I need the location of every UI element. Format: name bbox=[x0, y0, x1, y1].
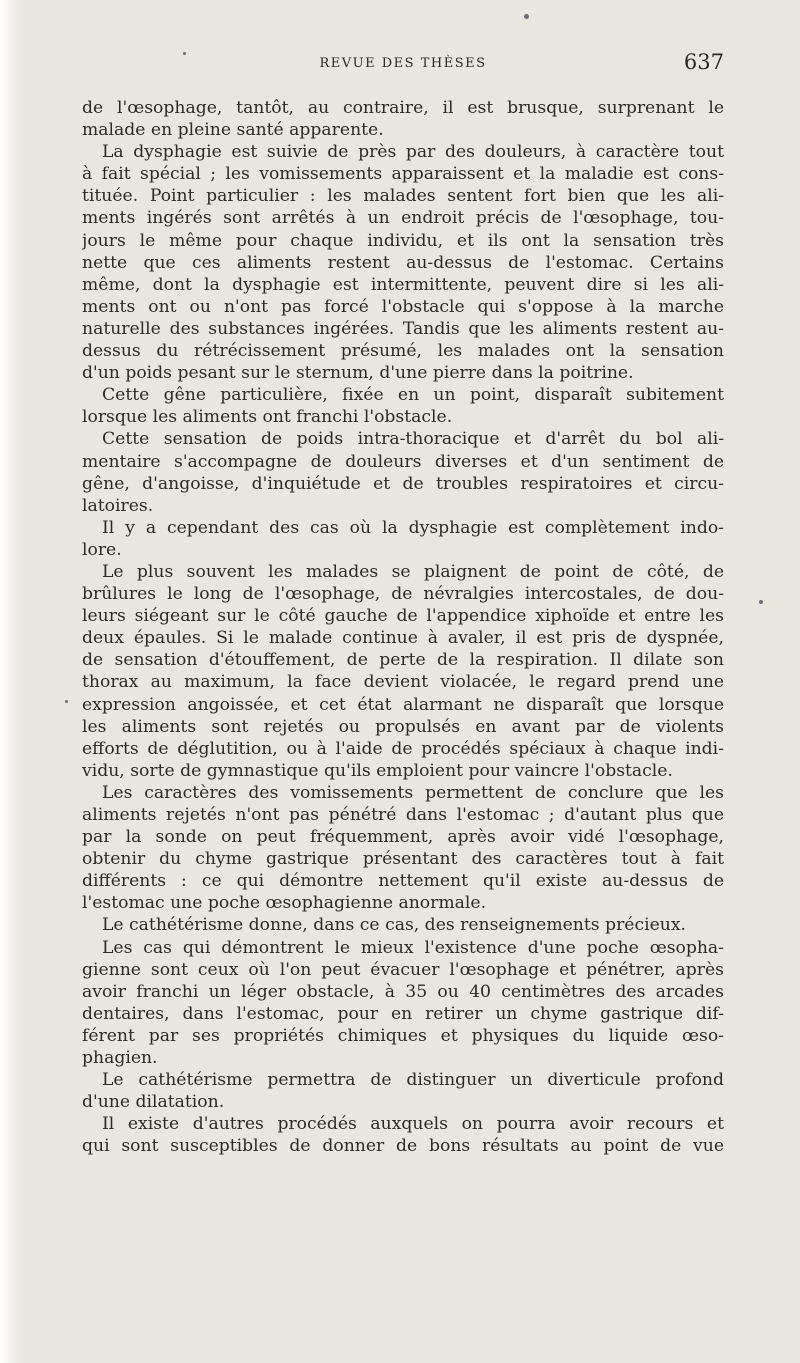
text-line: d'une dilatation. bbox=[82, 1092, 225, 1113]
text-line: jours le même pour chaque individu, et ils ont la sensation très bbox=[82, 230, 724, 251]
text-line: deux épaules. Si le malade continue à avaler, il est pris de dyspnée, bbox=[82, 628, 724, 649]
text-line: malade en pleine santé apparente. bbox=[82, 120, 384, 141]
text-line: à fait spécial ; les vomissements apparaissent et la maladie est cons- bbox=[82, 164, 724, 185]
running-title: REVUE DES THÈSES bbox=[319, 56, 487, 71]
text-line: dessus du rétrécissement présumé, les malades ont la sensation bbox=[82, 341, 724, 362]
page-binding-edge bbox=[0, 0, 22, 1363]
text-line: qui sont susceptibles de donner de bons résultats au point de vue bbox=[82, 1136, 724, 1157]
text-line: différents : ce qui démontre nettement qu'il existe au-dessus de bbox=[82, 871, 724, 892]
text-line: Le plus souvent les malades se plaignent de point de côté, de bbox=[102, 561, 724, 582]
text-line: les aliments sont rejetés ou propulsés en avant par de violents bbox=[82, 716, 724, 737]
text-line: même, dont la dysphagie est intermittente, peuvent dire si les ali- bbox=[82, 274, 724, 295]
text-line: ments ont ou n'ont pas forcé l'obstacle qui s'oppose à la marche bbox=[82, 296, 724, 317]
text-line: brûlures le long de l'œsophage, de névralgies intercostales, de dou- bbox=[82, 584, 724, 605]
text-line: Les caractères des vomissements permettent de conclure que les bbox=[102, 782, 724, 803]
text-line: lore. bbox=[82, 539, 122, 560]
text-line: ments ingérés sont arrêtés à un endroit précis de l'œsophage, tou- bbox=[82, 208, 724, 229]
text-line: l'estomac une poche œsophagienne anormale. bbox=[82, 893, 487, 914]
text-line: par la sonde on peut fréquemment, après avoir vidé l'œsophage, bbox=[82, 827, 724, 848]
text-line: avoir franchi un léger obstacle, à 35 ou 40 centimètres des arcades bbox=[82, 981, 724, 1002]
text-line: dentaires, dans l'estomac, pour en retirer un chyme gastrique dif- bbox=[82, 1003, 724, 1024]
text-line: Les cas qui démontrent le mieux l'existence d'une poche œsopha- bbox=[102, 937, 724, 958]
text-line: de sensation d'étouffement, de perte de la respiration. Il dilate son bbox=[82, 650, 724, 671]
text-line: mentaire s'accompagne de douleurs diverses et d'un sentiment de bbox=[82, 451, 724, 472]
ink-speck bbox=[65, 700, 68, 703]
text-line: latoires. bbox=[82, 495, 154, 516]
text-line: gêne, d'angoisse, d'inquiétude et de troubles respiratoires et circu- bbox=[82, 473, 724, 494]
text-line: Cette gêne particulière, fixée en un point, disparaît subitement bbox=[102, 385, 724, 406]
text-line: Le cathétérisme donne, dans ce cas, des renseignements précieux. bbox=[102, 915, 686, 936]
page-number: 637 bbox=[683, 50, 724, 74]
text-line: Il existe d'autres procédés auxquels on pourra avoir recours et bbox=[102, 1114, 724, 1135]
text-line: efforts de déglutition, ou à l'aide de procédés spéciaux à chaque indi- bbox=[82, 738, 724, 759]
text-line: aliments rejetés n'ont pas pénétré dans l'estomac ; d'autant plus que bbox=[82, 805, 724, 825]
text-line: de l'œsophage, tantôt, au contraire, il est brusque, surprenant le bbox=[82, 98, 724, 118]
text-line: leurs siégeant sur le côté gauche de l'appendice xiphoïde et entre les bbox=[82, 606, 724, 627]
ink-speck bbox=[524, 14, 529, 19]
text-line: d'un poids pesant sur le sternum, d'une pierre dans la poitrine. bbox=[82, 363, 634, 384]
body-text bbox=[82, 97, 724, 1158]
text-line: thorax au maximum, la face devient violacée, le regard prend une bbox=[82, 672, 724, 693]
text-line: obtenir du chyme gastrique présentant des caractères tout à fait bbox=[82, 849, 724, 870]
text-line: Le cathétérisme permettra de distinguer un diverticule profond bbox=[102, 1070, 724, 1091]
ink-speck bbox=[759, 600, 763, 604]
text-line: nette que ces aliments restent au-dessus de l'estomac. Certains bbox=[82, 252, 724, 273]
text-line: Cette sensation de poids intra-thoracique et d'arrêt du bol ali- bbox=[102, 429, 724, 450]
text-line: tituée. Point particulier : les malades sentent fort bien que les ali- bbox=[82, 186, 724, 207]
text-line: lorsque les aliments ont franchi l'obstacle. bbox=[82, 407, 453, 428]
text-line: naturelle des substances ingérées. Tandis que les aliments restent au- bbox=[82, 318, 724, 339]
text-line: phagien. bbox=[82, 1048, 158, 1069]
text-line: Il y a cependant des cas où la dysphagie est complètement indo- bbox=[102, 517, 724, 538]
running-header bbox=[82, 50, 724, 78]
text-line: gienne sont ceux où l'on peut évacuer l'œsophage et pénétrer, après bbox=[82, 959, 724, 980]
text-line: férent par ses propriétés chimiques et physiques du liquide œso- bbox=[82, 1025, 724, 1046]
text-line: expression angoissée, et cet état alarmant ne disparaît que lorsque bbox=[82, 694, 724, 715]
text-line: La dysphagie est suivie de près par des douleurs, à caractère tout bbox=[102, 142, 724, 163]
text-line: vidu, sorte de gymnastique qu'ils emploient pour vaincre l'obstacle. bbox=[82, 760, 673, 781]
